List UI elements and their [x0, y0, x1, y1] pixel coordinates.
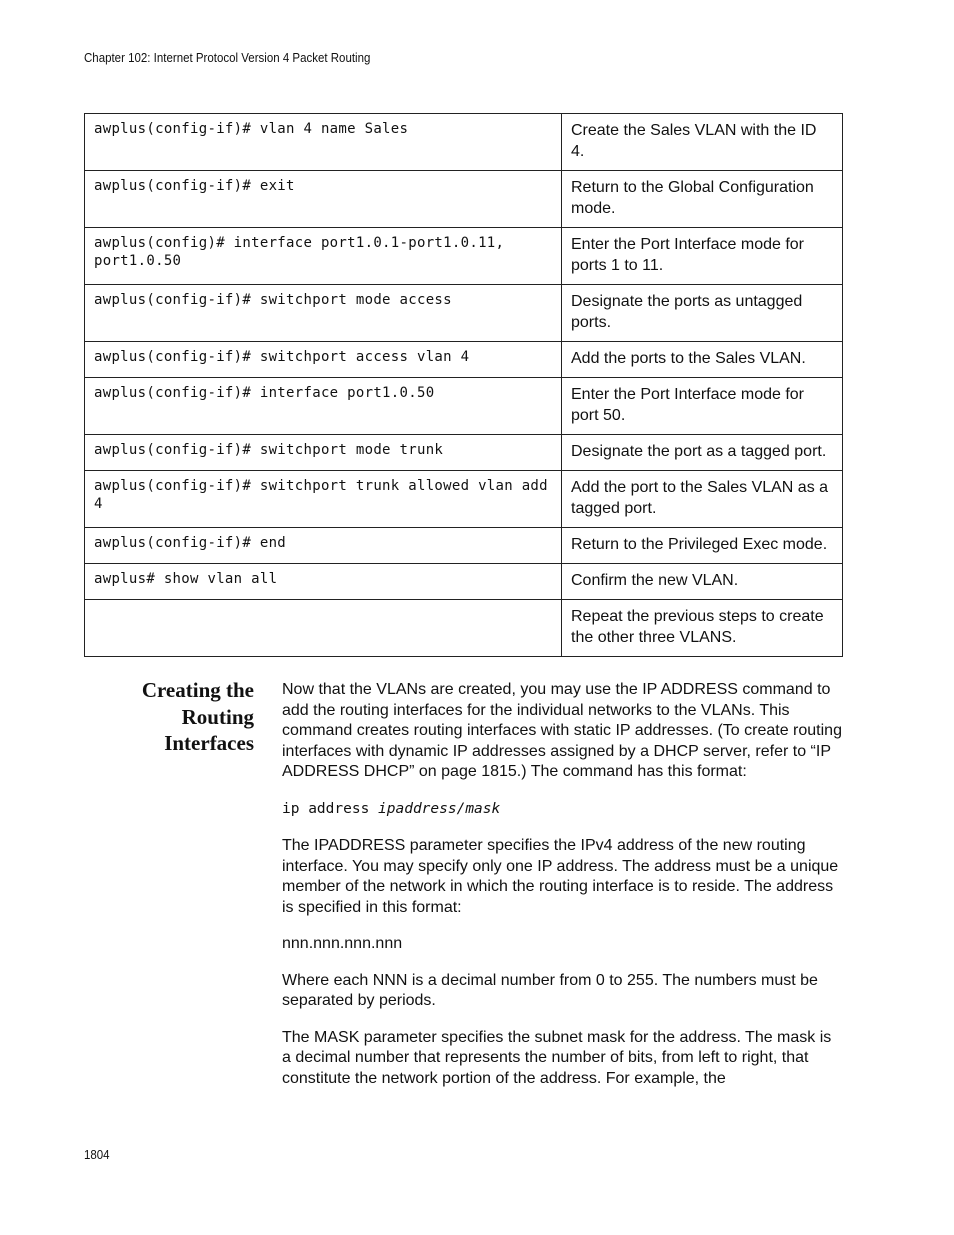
table-row [85, 471, 843, 528]
table-row [85, 600, 843, 657]
description-cell: Designate the port as a tagged port. [562, 435, 843, 471]
command-cell: awplus(config-if)# exit [85, 171, 562, 228]
syntax-argument: ipaddress/mask [378, 800, 501, 817]
format-example: nnn.nnn.nnn.nnn [282, 935, 403, 952]
page-number: 1804 [84, 1148, 110, 1162]
section-heading-line: Creating the [141, 678, 254, 702]
command-cell: awplus(config-if)# end [85, 528, 562, 564]
command-cell: awplus(config-if)# interface port1.0.50 [85, 378, 562, 435]
syntax-line [282, 799, 844, 820]
section-heading-line: Routing [181, 704, 254, 729]
command-cell: awplus(config-if)# vlan 4 name Sales [85, 114, 562, 171]
paragraph: Now that the VLANs are created, you may use the IP ADDRESS command to add the routing interfaces for the individual networks to the VLANs. This command creates routing interfaces with static IP addresses. (To create routing interfaces with dynamic IP addresses assigned by a DHCP server, refer to “IP ADDRESS DHCP” on page 1815.) The command has this format: [282, 681, 842, 780]
command-cell: awplus# show vlan all [85, 564, 562, 600]
table-row [85, 564, 843, 600]
description-cell: Add the port to the Sales VLAN as a tagged port. [562, 471, 843, 528]
paragraph: The IPADDRESS parameter specifies the IPv4 address of the new routing interface. You may specify only one IP address. The address must be a unique member of the network in which the routing interface is to reside. The address is specified in this format: [282, 837, 839, 916]
syntax-command: ip address [282, 800, 379, 817]
description-cell: Enter the Port Interface mode for ports 1 to 11. [562, 228, 843, 285]
description-cell: Add the ports to the Sales VLAN. [562, 342, 843, 378]
table-row [85, 285, 843, 342]
description-cell: Repeat the previous steps to create the other three VLANS. [562, 600, 843, 657]
paragraph: The MASK parameter specifies the subnet mask for the address. The mask is a decimal number that represents the number of bits, from left to right, that constitute the network portion of the address. For example, the [282, 1028, 832, 1087]
description-cell: Designate the ports as untagged ports. [562, 285, 843, 342]
description-cell: Return to the Global Configuration mode. [562, 171, 843, 228]
table-row [85, 435, 843, 471]
command-cell: awplus(config-if)# switchport mode access [85, 285, 562, 342]
table-row [85, 228, 843, 285]
command-cell: awplus(config-if)# switchport access vlan 4 [85, 342, 562, 378]
section-body [282, 680, 844, 1105]
table-row [85, 378, 843, 435]
section-heading-line: Interfaces [164, 731, 254, 755]
description-cell: Create the Sales VLAN with the ID 4. [562, 114, 843, 171]
command-cell: awplus(config-if)# switchport trunk allowed vlan add 4 [85, 471, 562, 528]
command-cell: awplus(config)# interface port1.0.1-port1.0.11, port1.0.50 [85, 228, 562, 285]
command-table [84, 113, 843, 657]
description-cell: Return to the Privileged Exec mode. [562, 528, 843, 564]
chapter-header: Chapter 102: Internet Protocol Version 4 Packet Routing [84, 51, 371, 65]
command-cell [85, 600, 562, 657]
section-heading [110, 677, 254, 757]
description-cell: Enter the Port Interface mode for port 50. [562, 378, 843, 435]
table-row [85, 342, 843, 378]
paragraph: Where each NNN is a decimal number from 0 to 255. The numbers must be separated by periods. [282, 971, 818, 1009]
command-cell: awplus(config-if)# switchport mode trunk [85, 435, 562, 471]
table-row [85, 171, 843, 228]
description-cell: Confirm the new VLAN. [562, 564, 843, 600]
table-row [85, 114, 843, 171]
table-row [85, 528, 843, 564]
